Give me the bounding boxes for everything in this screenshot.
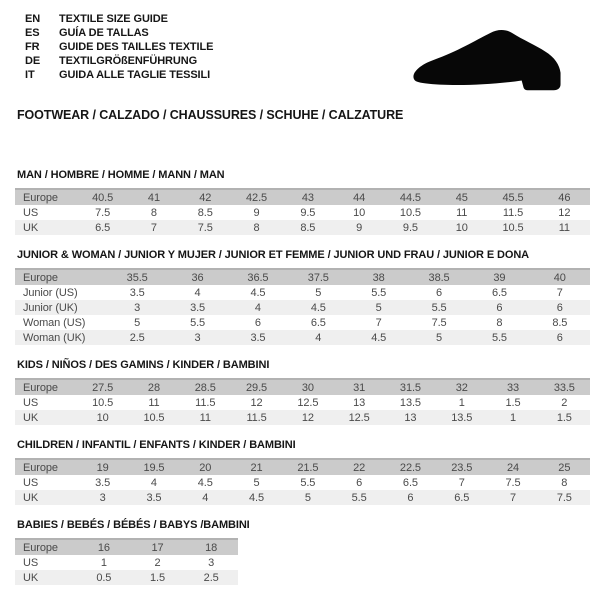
size-cell: 7.5 — [505, 476, 521, 489]
size-section — [15, 249, 600, 345]
size-cell: 11.5 — [246, 411, 267, 424]
size-cell: 2.5 — [129, 331, 145, 344]
size-cell: 8 — [561, 476, 568, 489]
size-cell: 19.5 — [143, 461, 165, 474]
size-cell: 6 — [556, 331, 563, 344]
page-header — [0, 0, 600, 122]
table-row — [15, 315, 590, 330]
size-cell: 13 — [353, 396, 366, 409]
language-code: FR — [25, 41, 40, 53]
table-row — [15, 540, 238, 555]
size-cell: 7 — [556, 286, 563, 299]
language-label: TEXTILE SIZE GUIDE — [59, 13, 168, 25]
language-label: TEXTILGRÖßENFÜHRUNG — [59, 55, 198, 67]
size-cell: 1 — [510, 411, 517, 424]
size-cell: 8.5 — [552, 316, 568, 329]
table-row — [15, 460, 590, 475]
size-cell: 4 — [254, 301, 261, 314]
size-cell: 20 — [199, 461, 212, 474]
size-cell: 5.5 — [351, 491, 367, 504]
section-title: BABIES / BEBÉS / BÉBÉS / BABYS /BAMBINI — [17, 519, 250, 531]
size-cell: 4.5 — [371, 331, 387, 344]
size-cell: 33 — [507, 381, 520, 394]
size-cell: 42 — [199, 191, 212, 204]
size-cell: 5 — [304, 491, 311, 504]
size-cell: 28.5 — [194, 381, 216, 394]
row-label: Junior (US) — [23, 286, 78, 299]
section-title: JUNIOR & WOMAN / JUNIOR Y MUJER / JUNIOR ET FEMME / JUNIOR UND FRAU / JUNIOR E DONA — [17, 249, 530, 261]
table-row — [15, 190, 590, 205]
row-label: US — [23, 206, 39, 219]
size-section — [15, 439, 600, 505]
size-cell: 28 — [147, 381, 160, 394]
size-cell: 5 — [315, 286, 322, 299]
size-cell: 10 — [455, 221, 468, 234]
size-cell: 11 — [456, 206, 468, 219]
size-cell: 36.5 — [247, 271, 269, 284]
language-code: IT — [25, 69, 35, 81]
size-cell: 1 — [100, 556, 107, 569]
size-table — [15, 538, 238, 585]
category-title: FOOTWEAR / CALZADO / CHAUSSURES / SCHUHE / CALZATURE — [17, 108, 404, 122]
size-cell: 45 — [455, 191, 468, 204]
row-label: Europe — [23, 271, 58, 284]
size-cell: 6 — [436, 286, 443, 299]
size-table — [15, 458, 590, 505]
section-title: MAN / HOMBRE / HOMME / MANN / MAN — [17, 169, 225, 181]
size-cell: 4.5 — [197, 476, 213, 489]
language-code: DE — [25, 55, 41, 67]
size-cell: 29.5 — [246, 381, 268, 394]
row-label: UK — [23, 571, 39, 584]
size-cell: 13 — [404, 411, 417, 424]
row-label: US — [23, 556, 39, 569]
size-section — [15, 169, 600, 235]
size-cell: 6 — [496, 301, 503, 314]
section-title: KIDS / NIÑOS / DES GAMINS / KINDER / BAMBINI — [17, 359, 270, 371]
size-cell: 45.5 — [502, 191, 524, 204]
size-cell: 10.5 — [92, 396, 114, 409]
row-label: Woman (US) — [23, 316, 86, 329]
size-cell: 3 — [134, 301, 141, 314]
size-cell: 1.5 — [556, 411, 572, 424]
size-cell: 25 — [558, 461, 571, 474]
size-cell: 11 — [558, 221, 570, 234]
size-cell: 6 — [254, 316, 261, 329]
size-cell: 3.5 — [190, 301, 206, 314]
language-label: GUIDE DES TAILLES TEXTILE — [59, 41, 214, 53]
size-cell: 5.5 — [371, 286, 387, 299]
language-row — [0, 12, 600, 26]
size-cell: 4 — [150, 476, 157, 489]
size-cell: 2.5 — [203, 571, 219, 584]
size-cell: 23.5 — [451, 461, 473, 474]
size-cell: 17 — [151, 541, 164, 554]
table-row — [15, 300, 590, 315]
size-cell: 4.5 — [250, 286, 266, 299]
size-cell: 10.5 — [502, 221, 524, 234]
size-cell: 42.5 — [246, 191, 268, 204]
size-cell: 31.5 — [399, 381, 421, 394]
size-cell: 11 — [148, 396, 160, 409]
size-cell: 3.5 — [146, 491, 162, 504]
table-row — [15, 395, 590, 410]
size-cell: 18 — [205, 541, 218, 554]
row-label: Europe — [23, 461, 58, 474]
language-code: EN — [25, 13, 41, 25]
size-cell: 33.5 — [553, 381, 575, 394]
size-cell: 11.5 — [502, 206, 524, 219]
row-label: UK — [23, 491, 39, 504]
size-cell: 3.5 — [250, 331, 266, 344]
row-label: UK — [23, 411, 39, 424]
size-cell: 5 — [436, 331, 443, 344]
size-cell: 12.5 — [297, 396, 319, 409]
size-cell: 6.5 — [310, 316, 326, 329]
size-cell: 46 — [558, 191, 571, 204]
size-cell: 5.5 — [190, 316, 206, 329]
size-cell: 7 — [510, 491, 517, 504]
language-code: ES — [25, 27, 40, 39]
size-cell: 5.5 — [431, 301, 447, 314]
table-row — [15, 270, 590, 285]
size-cell: 39 — [493, 271, 506, 284]
size-cell: 30 — [301, 381, 314, 394]
size-cell: 3 — [99, 491, 106, 504]
size-cell: 8.5 — [300, 221, 316, 234]
size-cell: 44 — [353, 191, 366, 204]
size-cell: 5 — [253, 476, 260, 489]
row-label: Junior (UK) — [23, 301, 78, 314]
size-cell: 9 — [253, 206, 260, 219]
size-cell: 6 — [556, 301, 563, 314]
size-cell: 8 — [150, 206, 157, 219]
size-section — [15, 359, 600, 425]
size-cell: 12.5 — [348, 411, 370, 424]
row-label: US — [23, 396, 39, 409]
table-row — [15, 570, 238, 585]
size-cell: 6.5 — [491, 286, 507, 299]
size-cell: 5 — [375, 301, 382, 314]
row-label: UK — [23, 221, 39, 234]
size-cell: 7.5 — [431, 316, 447, 329]
size-table — [15, 378, 590, 425]
table-row — [15, 330, 590, 345]
size-cell: 3 — [208, 556, 215, 569]
size-table — [15, 268, 590, 345]
size-cell: 9.5 — [402, 221, 418, 234]
size-cell: 4 — [202, 491, 209, 504]
size-cell: 11.5 — [195, 396, 216, 409]
size-cell: 13.5 — [399, 396, 421, 409]
table-row — [15, 220, 590, 235]
size-cell: 8 — [496, 316, 503, 329]
size-cell: 3 — [194, 331, 201, 344]
size-cell: 43 — [301, 191, 314, 204]
size-cell: 38 — [372, 271, 385, 284]
size-cell: 21.5 — [297, 461, 319, 474]
size-cell: 36 — [191, 271, 204, 284]
size-cell: 11 — [199, 411, 211, 424]
size-cell: 40.5 — [92, 191, 114, 204]
size-table — [15, 188, 590, 235]
row-label: Europe — [23, 381, 58, 394]
size-cell: 1.5 — [505, 396, 521, 409]
size-cell: 13.5 — [451, 411, 473, 424]
size-cell: 5.5 — [300, 476, 316, 489]
size-cell: 7.5 — [197, 221, 213, 234]
table-row — [15, 410, 590, 425]
shoe-icon — [406, 28, 578, 98]
size-cell: 8 — [253, 221, 260, 234]
size-cell: 35.5 — [126, 271, 148, 284]
size-cell: 7 — [150, 221, 157, 234]
size-cell: 5.5 — [491, 331, 507, 344]
row-label: Europe — [23, 541, 58, 554]
table-row — [15, 205, 590, 220]
size-cell: 2 — [154, 556, 161, 569]
size-cell: 7.5 — [95, 206, 111, 219]
size-cell: 4 — [194, 286, 201, 299]
size-cell: 10.5 — [143, 411, 165, 424]
language-label: GUIDA ALLE TAGLIE TESSILI — [59, 69, 211, 81]
size-cell: 9.5 — [300, 206, 316, 219]
size-cell: 0.5 — [96, 571, 112, 584]
size-cell: 16 — [97, 541, 110, 554]
size-cell: 9 — [356, 221, 363, 234]
size-cell: 3.5 — [95, 476, 111, 489]
table-row — [15, 380, 590, 395]
size-cell: 44.5 — [399, 191, 421, 204]
size-cell: 1.5 — [150, 571, 165, 584]
size-cell: 7.5 — [556, 491, 572, 504]
language-label: GUÍA DE TALLAS — [59, 27, 149, 39]
size-cell: 4.5 — [249, 491, 265, 504]
size-cell: 22.5 — [399, 461, 421, 474]
size-section — [15, 519, 600, 585]
size-cell: 38.5 — [428, 271, 450, 284]
size-cell: 10.5 — [399, 206, 421, 219]
size-cell: 10 — [353, 206, 366, 219]
size-cell: 6.5 — [95, 221, 111, 234]
size-cell: 6 — [407, 491, 414, 504]
size-cell: 6.5 — [402, 476, 418, 489]
table-row — [15, 555, 238, 570]
size-cell: 5 — [134, 316, 141, 329]
size-cell: 6 — [356, 476, 363, 489]
size-cell: 21 — [250, 461, 263, 474]
size-cell: 22 — [353, 461, 366, 474]
size-cell: 31 — [353, 381, 366, 394]
size-cell: 7 — [458, 476, 465, 489]
table-row — [15, 285, 590, 300]
size-cell: 19 — [96, 461, 109, 474]
row-label: Woman (UK) — [23, 331, 86, 344]
size-cell: 4.5 — [310, 301, 326, 314]
row-label: US — [23, 476, 39, 489]
size-cell: 12 — [558, 206, 571, 219]
size-cell: 37.5 — [307, 271, 329, 284]
size-tables — [0, 169, 600, 585]
size-cell: 6.5 — [454, 491, 470, 504]
size-cell: 2 — [561, 396, 568, 409]
size-cell: 3.5 — [129, 286, 145, 299]
table-row — [15, 490, 590, 505]
size-cell: 7 — [375, 316, 382, 329]
size-cell: 27.5 — [92, 381, 114, 394]
table-row — [15, 475, 590, 490]
size-cell: 8.5 — [197, 206, 213, 219]
size-cell: 41 — [147, 191, 160, 204]
size-cell: 12 — [250, 396, 263, 409]
size-cell: 32 — [455, 381, 468, 394]
size-cell: 24 — [507, 461, 520, 474]
size-cell: 4 — [315, 331, 322, 344]
size-cell: 12 — [301, 411, 314, 424]
section-title: CHILDREN / INFANTIL / ENFANTS / KINDER / BAMBINI — [17, 439, 296, 451]
size-cell: 10 — [96, 411, 109, 424]
size-cell: 1 — [458, 396, 465, 409]
size-cell: 40 — [553, 271, 566, 284]
row-label: Europe — [23, 191, 58, 204]
